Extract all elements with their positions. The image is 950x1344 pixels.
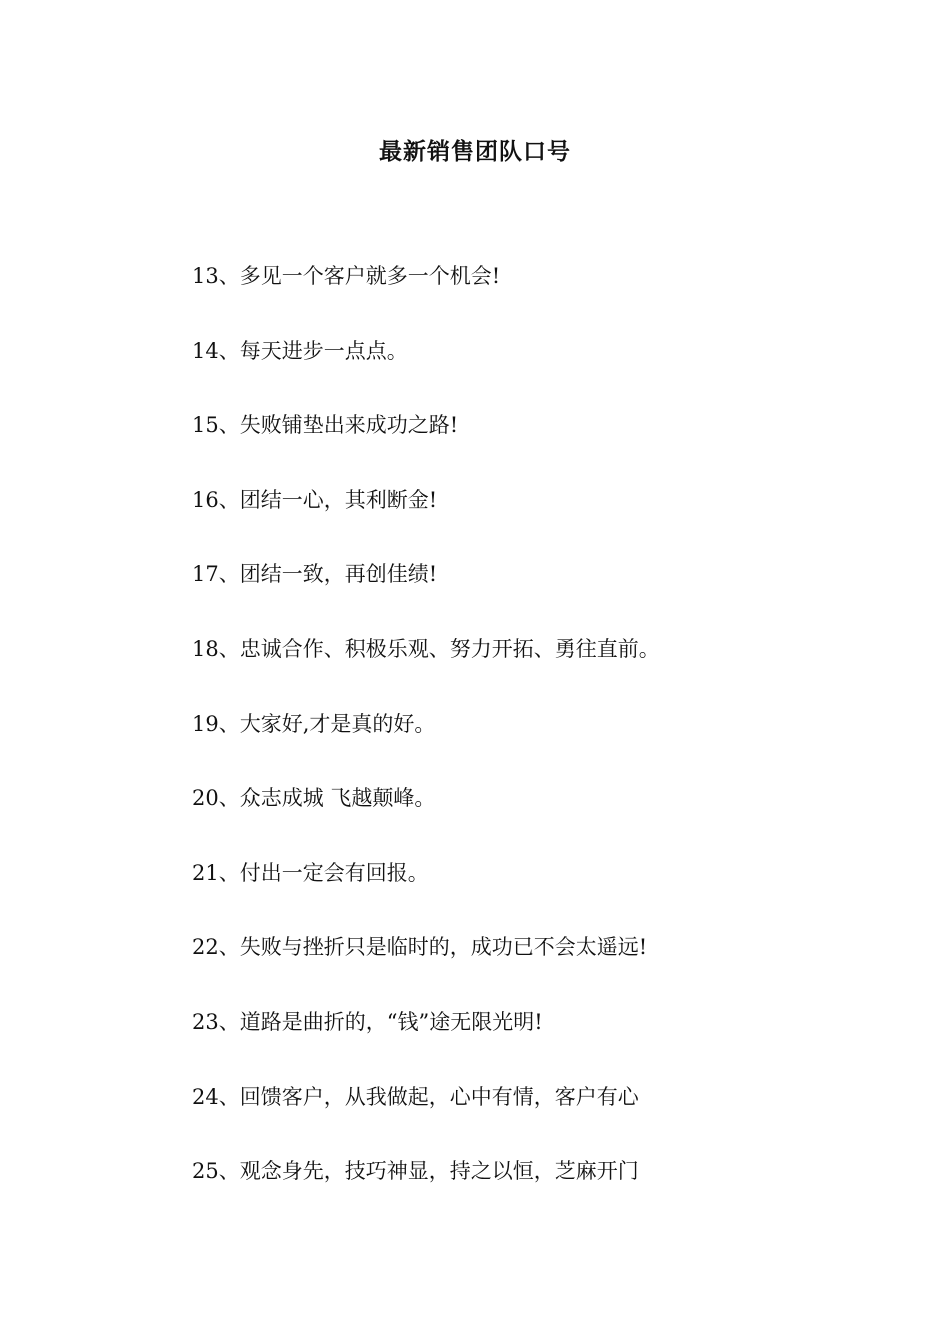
list-item	[192, 1155, 832, 1230]
item-text: 付出一定会有回报。	[239, 860, 429, 885]
item-text: 失败与挫折只是临时的，成功已不会太遥远!	[239, 935, 648, 960]
item-number: 25	[192, 1159, 219, 1184]
item-number: 19	[192, 711, 219, 736]
item-text: 团结一致，再创佳绩!	[239, 562, 438, 587]
item-separator: 、	[218, 636, 240, 661]
list-item	[192, 484, 832, 559]
item-number: 23	[192, 1009, 219, 1034]
list-item	[192, 558, 832, 633]
item-number: 22	[192, 935, 219, 960]
item-text: 回馈客户，从我做起，心中有情，客户有心	[239, 1084, 639, 1109]
item-number: 17	[192, 562, 219, 587]
list-item	[192, 1006, 832, 1081]
list-item	[192, 409, 832, 484]
item-number: 13	[192, 264, 219, 288]
slogan-list	[192, 260, 832, 1230]
item-number: 14	[192, 338, 219, 363]
item-text: 道路是曲折的，“钱”途无限光明!	[239, 1009, 543, 1034]
item-separator: 、	[218, 338, 240, 363]
item-text: 大家好,才是真的好。	[239, 711, 436, 736]
list-item	[192, 782, 832, 857]
item-number: 15	[192, 413, 219, 438]
item-text: 每天进步一点点。	[239, 338, 408, 363]
item-text: 失败铺垫出来成功之路!	[239, 413, 459, 438]
item-number: 21	[192, 860, 219, 885]
item-text: 团结一心，其利断金!	[239, 487, 438, 512]
list-item	[192, 633, 832, 708]
item-number: 24	[192, 1084, 219, 1109]
item-separator: 、	[218, 487, 240, 512]
item-text: 观念身先，技巧神显，持之以恒，芝麻开门	[239, 1159, 639, 1184]
list-item	[192, 335, 832, 410]
list-item	[192, 708, 832, 783]
item-separator: 、	[218, 860, 240, 885]
document-title: 最新销售团队口号	[379, 138, 571, 165]
item-separator: 、	[218, 264, 240, 288]
item-number: 20	[192, 786, 219, 811]
item-separator: 、	[218, 935, 240, 960]
item-separator: 、	[218, 786, 240, 811]
list-item	[192, 857, 832, 932]
item-separator: 、	[218, 413, 240, 438]
item-separator: 、	[218, 1159, 240, 1184]
item-separator: 、	[218, 1084, 240, 1109]
item-number: 18	[192, 636, 219, 661]
item-text: 多见一个客户就多一个机会!	[239, 264, 501, 288]
item-text: 忠诚合作、积极乐观、努力开拓、勇往直前。	[239, 636, 660, 661]
list-item	[192, 260, 832, 335]
list-item	[192, 931, 832, 1006]
item-separator: 、	[218, 562, 240, 587]
item-separator: 、	[218, 711, 240, 736]
item-text: 众志成城 飞越颠峰。	[239, 786, 436, 811]
item-number: 16	[192, 487, 219, 512]
item-separator: 、	[218, 1009, 240, 1034]
list-item	[192, 1081, 832, 1156]
